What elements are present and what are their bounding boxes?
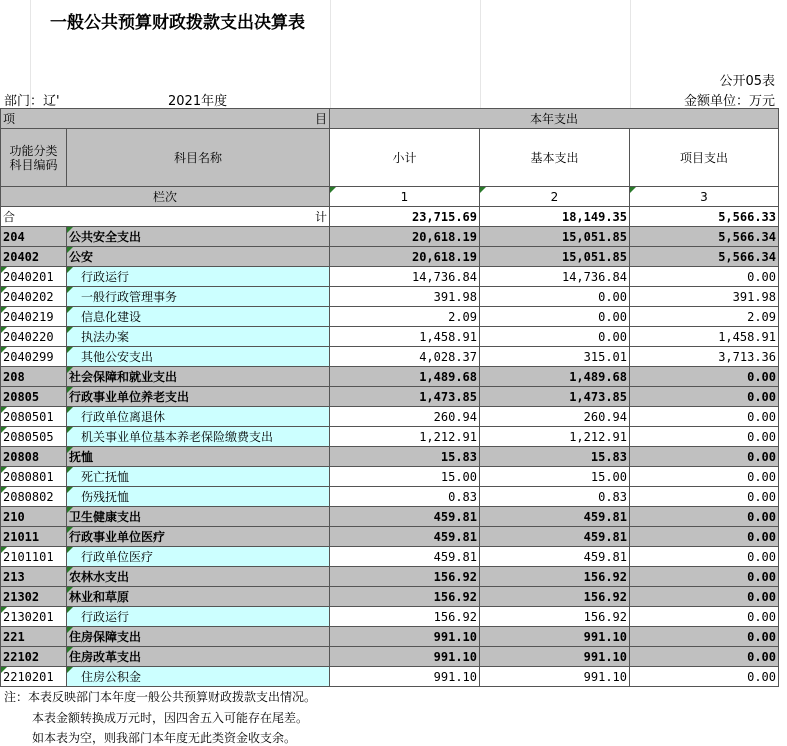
row-name: 其他公安支出 (67, 347, 330, 367)
row-basic: 1,212.91 (480, 427, 630, 447)
row-code: 2080505 (1, 427, 67, 447)
header-code: 功能分类 科目编码 (1, 129, 67, 187)
header-name: 科目名称 (67, 129, 330, 187)
row-basic: 15.00 (480, 467, 630, 487)
row-subtotal: 1,473.85 (330, 387, 480, 407)
row-subtotal: 991.10 (330, 667, 480, 687)
row-name: 林业和草原 (67, 587, 330, 607)
row-code: 2040202 (1, 287, 67, 307)
total-basic: 18,149.35 (480, 207, 630, 227)
row-project: 0.00 (630, 587, 779, 607)
row-code: 2130201 (1, 607, 67, 627)
row-subtotal: 391.98 (330, 287, 480, 307)
row-subtotal: 1,489.68 (330, 367, 480, 387)
row-basic: 156.92 (480, 587, 630, 607)
row-project: 3,713.36 (630, 347, 779, 367)
table-row (1, 467, 779, 487)
row-basic: 1,489.68 (480, 367, 630, 387)
row-name: 卫生健康支出 (67, 507, 330, 527)
row-name: 行政运行 (67, 267, 330, 287)
header-current-year: 本年支出 (330, 109, 779, 129)
row-basic: 14,736.84 (480, 267, 630, 287)
row-subtotal: 1,458.91 (330, 327, 480, 347)
row-subtotal: 260.94 (330, 407, 480, 427)
row-name: 农林水支出 (67, 567, 330, 587)
table-row (1, 667, 779, 687)
row-project: 0.00 (630, 627, 779, 647)
table-row (1, 547, 779, 567)
table-row (1, 247, 779, 267)
table-row (1, 587, 779, 607)
note-2: 本表金额转换成万元时，因四舍五入可能存在尾差。 (32, 711, 309, 725)
row-project: 391.98 (630, 287, 779, 307)
row-code: 2040299 (1, 347, 67, 367)
row-code: 2210201 (1, 667, 67, 687)
row-basic: 459.81 (480, 507, 630, 527)
row-project: 0.00 (630, 647, 779, 667)
row-name: 死亡抚恤 (67, 467, 330, 487)
row-basic: 459.81 (480, 547, 630, 567)
table-row (1, 347, 779, 367)
table-row (1, 287, 779, 307)
row-code: 213 (1, 567, 67, 587)
row-project: 0.00 (630, 447, 779, 467)
table-row (1, 407, 779, 427)
row-project: 5,566.34 (630, 227, 779, 247)
row-name: 信息化建设 (67, 307, 330, 327)
row-basic: 991.10 (480, 667, 630, 687)
column-number-2: 2 (480, 187, 630, 207)
row-project: 0.00 (630, 527, 779, 547)
row-subtotal: 156.92 (330, 587, 480, 607)
row-basic: 156.92 (480, 607, 630, 627)
row-name: 执法办案 (67, 327, 330, 347)
row-basic: 15.83 (480, 447, 630, 467)
row-code: 2101101 (1, 547, 67, 567)
table-row (1, 327, 779, 347)
expenditure-table (0, 108, 779, 687)
table-row (1, 367, 779, 387)
form-number: 公开05表 (719, 74, 775, 89)
row-code: 21302 (1, 587, 67, 607)
table-row (1, 387, 779, 407)
row-basic: 1,473.85 (480, 387, 630, 407)
row-code: 2080801 (1, 467, 67, 487)
table-row (1, 507, 779, 527)
total-project: 5,566.33 (630, 207, 779, 227)
row-code: 20808 (1, 447, 67, 467)
row-project: 0.00 (630, 547, 779, 567)
row-code: 2080501 (1, 407, 67, 427)
row-code: 21011 (1, 527, 67, 547)
row-code: 2040220 (1, 327, 67, 347)
row-name: 行政单位医疗 (67, 547, 330, 567)
row-project: 1,458.91 (630, 327, 779, 347)
table-row (1, 307, 779, 327)
row-subtotal: 20,618.19 (330, 247, 480, 267)
row-project: 0.00 (630, 367, 779, 387)
row-basic: 0.00 (480, 287, 630, 307)
table-row (1, 447, 779, 467)
row-name: 公共安全支出 (67, 227, 330, 247)
row-name: 一般行政管理事务 (67, 287, 330, 307)
row-basic: 315.01 (480, 347, 630, 367)
table-row (1, 527, 779, 547)
total-label: 合 计 (1, 207, 330, 227)
row-project: 0.00 (630, 387, 779, 407)
row-code: 208 (1, 367, 67, 387)
header-subtotal: 小计 (330, 129, 480, 187)
row-project: 0.00 (630, 607, 779, 627)
row-name: 行政事业单位养老支出 (67, 387, 330, 407)
page-title: 一般公共预算财政拨款支出决算表 (50, 13, 305, 33)
row-basic: 15,051.85 (480, 227, 630, 247)
table-row (1, 427, 779, 447)
row-subtotal: 459.81 (330, 547, 480, 567)
row-basic: 991.10 (480, 627, 630, 647)
row-name: 机关事业单位基本养老保险缴费支出 (67, 427, 330, 447)
row-code: 2040219 (1, 307, 67, 327)
row-code: 210 (1, 507, 67, 527)
table-row (1, 647, 779, 667)
table-row (1, 607, 779, 627)
row-name: 抚恤 (67, 447, 330, 467)
row-project: 0.00 (630, 427, 779, 447)
row-subtotal: 14,736.84 (330, 267, 480, 287)
row-project: 0.00 (630, 507, 779, 527)
table-row (1, 627, 779, 647)
column-number-3: 3 (630, 187, 779, 207)
row-subtotal: 15.00 (330, 467, 480, 487)
header-item: 项 目 (1, 109, 330, 129)
row-subtotal: 991.10 (330, 647, 480, 667)
row-subtotal: 2.09 (330, 307, 480, 327)
row-subtotal: 459.81 (330, 507, 480, 527)
row-name: 行政事业单位医疗 (67, 527, 330, 547)
row-subtotal: 0.83 (330, 487, 480, 507)
row-subtotal: 1,212.91 (330, 427, 480, 447)
row-code: 221 (1, 627, 67, 647)
row-code: 2080802 (1, 487, 67, 507)
row-name: 公安 (67, 247, 330, 267)
row-project: 0.00 (630, 487, 779, 507)
row-project: 0.00 (630, 467, 779, 487)
row-project: 5,566.34 (630, 247, 779, 267)
header-basic: 基本支出 (480, 129, 630, 187)
column-number-label: 栏次 (1, 187, 330, 207)
row-code: 2040201 (1, 267, 67, 287)
row-basic: 0.00 (480, 327, 630, 347)
row-basic: 15,051.85 (480, 247, 630, 267)
row-name: 行政单位离退休 (67, 407, 330, 427)
row-subtotal: 991.10 (330, 627, 480, 647)
total-subtotal: 23,715.69 (330, 207, 480, 227)
table-row (1, 567, 779, 587)
row-subtotal: 156.92 (330, 607, 480, 627)
row-project: 0.00 (630, 267, 779, 287)
row-code: 20402 (1, 247, 67, 267)
table-row (1, 227, 779, 247)
header-project: 项目支出 (630, 129, 779, 187)
row-subtotal: 4,028.37 (330, 347, 480, 367)
table-row (1, 267, 779, 287)
row-code: 20805 (1, 387, 67, 407)
row-name: 社会保障和就业支出 (67, 367, 330, 387)
note-3: 如本表为空，则我部门本年度无此类资金收支余。 (32, 731, 297, 745)
row-basic: 459.81 (480, 527, 630, 547)
row-name: 住房公积金 (67, 667, 330, 687)
row-project: 0.00 (630, 407, 779, 427)
row-subtotal: 15.83 (330, 447, 480, 467)
row-project: 0.00 (630, 667, 779, 687)
row-subtotal: 156.92 (330, 567, 480, 587)
row-subtotal: 459.81 (330, 527, 480, 547)
table-row (1, 487, 779, 507)
row-name: 行政运行 (67, 607, 330, 627)
row-basic: 156.92 (480, 567, 630, 587)
row-name: 伤残抚恤 (67, 487, 330, 507)
row-basic: 260.94 (480, 407, 630, 427)
row-name: 住房改革支出 (67, 647, 330, 667)
currency-unit: 金额单位：万元 (683, 94, 775, 109)
row-code: 204 (1, 227, 67, 247)
row-basic: 0.00 (480, 307, 630, 327)
department-label: 部门：辽' (4, 94, 60, 109)
row-subtotal: 20,618.19 (330, 227, 480, 247)
row-code: 22102 (1, 647, 67, 667)
row-project: 2.09 (630, 307, 779, 327)
row-basic: 0.83 (480, 487, 630, 507)
row-name: 住房保障支出 (67, 627, 330, 647)
column-number-1: 1 (330, 187, 480, 207)
note-1: 注：本表反映部门本年度一般公共预算财政拨款支出情况。 (4, 690, 317, 704)
fiscal-year: 2021年度 (168, 94, 228, 109)
row-project: 0.00 (630, 567, 779, 587)
row-basic: 991.10 (480, 647, 630, 667)
